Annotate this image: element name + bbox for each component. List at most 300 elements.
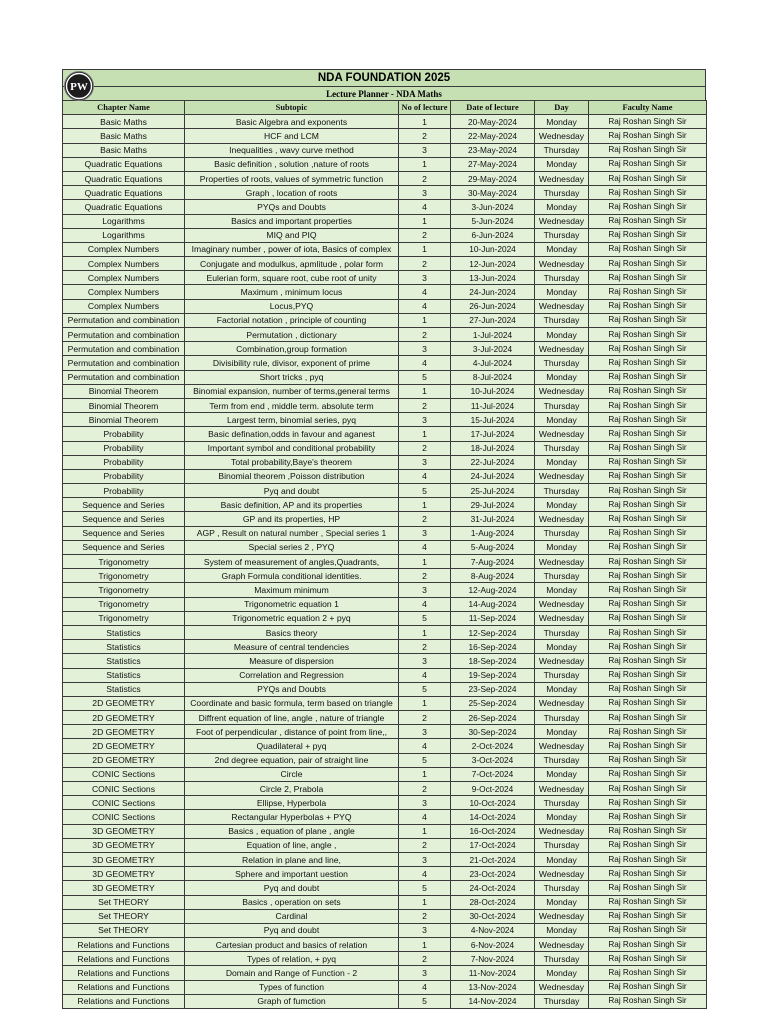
chapter-cell: Set THEORY (63, 895, 185, 909)
lecture-no-cell: 4 (399, 540, 451, 554)
lecture-no-cell: 1 (399, 313, 451, 327)
lecture-no-cell: 2 (399, 228, 451, 242)
chapter-cell: Permutation and combination (63, 313, 185, 327)
subtopic-cell: Circle 2, Prabola (185, 782, 399, 796)
lecture-no-cell: 2 (399, 257, 451, 271)
date-cell: 1-Jul-2024 (451, 328, 535, 342)
day-cell: Thursday (535, 228, 589, 242)
day-cell: Monday (535, 242, 589, 256)
table-row (63, 725, 707, 739)
chapter-cell: Trigonometry (63, 611, 185, 625)
lecture-no-cell: 1 (399, 214, 451, 228)
lecture-no-cell: 3 (399, 725, 451, 739)
table-row (63, 512, 707, 526)
lecture-no-cell: 2 (399, 171, 451, 185)
subtopic-cell: Basic definition, AP and its properties (185, 498, 399, 512)
table-row (63, 909, 707, 923)
table-row (63, 498, 707, 512)
faculty-cell: Raj Roshan Singh Sir (589, 753, 707, 767)
subtopic-cell: Eulerian form, square root, cube root of unity (185, 271, 399, 285)
faculty-cell: Raj Roshan Singh Sir (589, 455, 707, 469)
day-cell: Wednesday (535, 214, 589, 228)
faculty-cell: Raj Roshan Singh Sir (589, 909, 707, 923)
table-row (63, 696, 707, 710)
faculty-cell: Raj Roshan Singh Sir (589, 370, 707, 384)
faculty-cell: Raj Roshan Singh Sir (589, 356, 707, 370)
date-cell: 24-Jun-2024 (451, 285, 535, 299)
faculty-cell: Raj Roshan Singh Sir (589, 796, 707, 810)
subtopic-cell: Total probability,Baye's theorem (185, 455, 399, 469)
day-cell: Monday (535, 923, 589, 937)
subtopic-cell: Basics , operation on sets (185, 895, 399, 909)
chapter-cell: Statistics (63, 640, 185, 654)
table-row (63, 668, 707, 682)
chapter-cell: Trigonometry (63, 555, 185, 569)
date-cell: 17-Jul-2024 (451, 427, 535, 441)
faculty-cell: Raj Roshan Singh Sir (589, 923, 707, 937)
subtopic-cell: Pyq and doubt (185, 484, 399, 498)
faculty-cell: Raj Roshan Singh Sir (589, 186, 707, 200)
chapter-cell: 3D GEOMETRY (63, 838, 185, 852)
table-row (63, 313, 707, 327)
faculty-cell: Raj Roshan Singh Sir (589, 881, 707, 895)
date-cell: 12-Sep-2024 (451, 625, 535, 639)
chapter-cell: Permutation and combination (63, 342, 185, 356)
day-cell: Monday (535, 966, 589, 980)
day-cell: Wednesday (535, 129, 589, 143)
day-cell: Thursday (535, 881, 589, 895)
table-row (63, 186, 707, 200)
subtopic-cell: Rectangular Hyperbolas + PYQ (185, 810, 399, 824)
lecture-no-cell: 4 (399, 810, 451, 824)
faculty-cell: Raj Roshan Singh Sir (589, 838, 707, 852)
lecture-no-cell: 2 (399, 640, 451, 654)
subtopic-cell: AGP , Result on natural number , Special series 1 (185, 526, 399, 540)
day-cell: Monday (535, 583, 589, 597)
faculty-cell: Raj Roshan Singh Sir (589, 668, 707, 682)
day-cell: Thursday (535, 711, 589, 725)
day-cell: Monday (535, 852, 589, 866)
lecture-no-cell: 2 (399, 569, 451, 583)
subtopic-cell: Equation of line, angle , (185, 838, 399, 852)
day-cell: Monday (535, 725, 589, 739)
table-row (63, 711, 707, 725)
date-cell: 15-Jul-2024 (451, 413, 535, 427)
table-row (63, 469, 707, 483)
table-row (63, 980, 707, 994)
subtopic-cell: Domain and Range of Function - 2 (185, 966, 399, 980)
faculty-cell: Raj Roshan Singh Sir (589, 767, 707, 781)
day-cell: Wednesday (535, 171, 589, 185)
table-row (63, 171, 707, 185)
chapter-cell: Probability (63, 455, 185, 469)
lecture-no-cell: 3 (399, 143, 451, 157)
faculty-cell: Raj Roshan Singh Sir (589, 398, 707, 412)
chapter-cell: Permutation and combination (63, 356, 185, 370)
date-cell: 14-Aug-2024 (451, 597, 535, 611)
subtopic-cell: Measure of dispersion (185, 654, 399, 668)
date-cell: 25-Jul-2024 (451, 484, 535, 498)
day-cell: Wednesday (535, 824, 589, 838)
table-row (63, 540, 707, 554)
day-cell: Monday (535, 767, 589, 781)
lecture-no-cell: 3 (399, 654, 451, 668)
faculty-cell: Raj Roshan Singh Sir (589, 285, 707, 299)
day-cell: Monday (535, 413, 589, 427)
chapter-cell: Relations and Functions (63, 980, 185, 994)
day-cell: Thursday (535, 994, 589, 1008)
subtopic-cell: Locus,PYQ (185, 299, 399, 313)
date-cell: 7-Nov-2024 (451, 952, 535, 966)
lecture-no-cell: 4 (399, 469, 451, 483)
subtopic-cell: Factorial notation , principle of counting (185, 313, 399, 327)
date-cell: 7-Aug-2024 (451, 555, 535, 569)
faculty-cell: Raj Roshan Singh Sir (589, 725, 707, 739)
subtopic-cell: Trigonometric equation 2 + pyq (185, 611, 399, 625)
chapter-cell: Sequence and Series (63, 526, 185, 540)
date-cell: 30-Oct-2024 (451, 909, 535, 923)
date-cell: 11-Sep-2024 (451, 611, 535, 625)
day-cell: Wednesday (535, 654, 589, 668)
lecture-no-cell: 3 (399, 186, 451, 200)
date-cell: 5-Aug-2024 (451, 540, 535, 554)
table-row (63, 625, 707, 639)
lecture-no-cell: 1 (399, 427, 451, 441)
table-row (63, 640, 707, 654)
chapter-cell: 2D GEOMETRY (63, 711, 185, 725)
table-row (63, 569, 707, 583)
date-cell: 16-Sep-2024 (451, 640, 535, 654)
date-cell: 28-Oct-2024 (451, 895, 535, 909)
date-cell: 16-Oct-2024 (451, 824, 535, 838)
table-row (63, 157, 707, 171)
faculty-cell: Raj Roshan Singh Sir (589, 952, 707, 966)
subtopic-cell: HCF and LCM (185, 129, 399, 143)
day-cell: Monday (535, 895, 589, 909)
lecture-no-cell: 5 (399, 994, 451, 1008)
date-cell: 11-Nov-2024 (451, 966, 535, 980)
faculty-cell: Raj Roshan Singh Sir (589, 654, 707, 668)
subtopic-cell: MIQ and PIQ (185, 228, 399, 242)
lecture-no-cell: 1 (399, 696, 451, 710)
table-row (63, 555, 707, 569)
chapter-cell: Set THEORY (63, 923, 185, 937)
day-cell: Wednesday (535, 597, 589, 611)
date-cell: 10-Jun-2024 (451, 242, 535, 256)
lecture-no-cell: 3 (399, 455, 451, 469)
subtopic-cell: Imaginary number , power of iota, Basics of complex (185, 242, 399, 256)
chapter-cell: Binomial Theorem (63, 398, 185, 412)
table-row (63, 654, 707, 668)
table-row (63, 852, 707, 866)
faculty-cell: Raj Roshan Singh Sir (589, 867, 707, 881)
subtopic-cell: 2nd degree equation, pair of straight line (185, 753, 399, 767)
lecture-no-cell: 5 (399, 753, 451, 767)
day-cell: Monday (535, 682, 589, 696)
faculty-cell: Raj Roshan Singh Sir (589, 441, 707, 455)
subtopic-cell: Graph of fumction (185, 994, 399, 1008)
date-cell: 13-Nov-2024 (451, 980, 535, 994)
chapter-cell: Relations and Functions (63, 994, 185, 1008)
lecture-no-cell: 1 (399, 555, 451, 569)
table-row (63, 810, 707, 824)
chapter-cell: 2D GEOMETRY (63, 753, 185, 767)
table-row (63, 767, 707, 781)
date-cell: 7-Oct-2024 (451, 767, 535, 781)
table-row (63, 342, 707, 356)
table-row (63, 938, 707, 952)
subtopic-cell: Trigonometric equation 1 (185, 597, 399, 611)
faculty-cell: Raj Roshan Singh Sir (589, 228, 707, 242)
day-cell: Thursday (535, 484, 589, 498)
date-cell: 10-Jul-2024 (451, 384, 535, 398)
faculty-cell: Raj Roshan Singh Sir (589, 895, 707, 909)
lecture-no-cell: 4 (399, 285, 451, 299)
table-row (63, 129, 707, 143)
day-cell: Monday (535, 328, 589, 342)
date-cell: 6-Jun-2024 (451, 228, 535, 242)
pw-logo (64, 71, 94, 101)
table-row (63, 455, 707, 469)
day-cell: Wednesday (535, 867, 589, 881)
chapter-cell: Complex Numbers (63, 285, 185, 299)
lecture-no-cell: 3 (399, 923, 451, 937)
date-cell: 8-Jul-2024 (451, 370, 535, 384)
date-cell: 3-Oct-2024 (451, 753, 535, 767)
lecture-no-cell: 4 (399, 668, 451, 682)
lecture-no-cell: 5 (399, 682, 451, 696)
day-cell: Thursday (535, 668, 589, 682)
date-cell: 26-Sep-2024 (451, 711, 535, 725)
table-row (63, 526, 707, 540)
chapter-cell: Relations and Functions (63, 966, 185, 980)
table-row (63, 328, 707, 342)
chapter-cell: 2D GEOMETRY (63, 725, 185, 739)
table-row (63, 441, 707, 455)
chapter-cell: Sequence and Series (63, 512, 185, 526)
chapter-cell: Complex Numbers (63, 299, 185, 313)
subtopic-cell: PYQs and Doubts (185, 682, 399, 696)
chapter-cell: 3D GEOMETRY (63, 852, 185, 866)
date-cell: 18-Sep-2024 (451, 654, 535, 668)
date-cell: 14-Nov-2024 (451, 994, 535, 1008)
chapter-cell: Basic Maths (63, 115, 185, 129)
day-cell: Wednesday (535, 696, 589, 710)
date-cell: 10-Oct-2024 (451, 796, 535, 810)
chapter-cell: Binomial Theorem (63, 384, 185, 398)
subtopic-cell: Basic definition , solution ,nature of roots (185, 157, 399, 171)
date-cell: 21-Oct-2024 (451, 852, 535, 866)
table-row (63, 952, 707, 966)
faculty-cell: Raj Roshan Singh Sir (589, 313, 707, 327)
chapter-cell: Probability (63, 441, 185, 455)
date-cell: 4-Jul-2024 (451, 356, 535, 370)
lecture-no-cell: 3 (399, 583, 451, 597)
table-row (63, 682, 707, 696)
chapter-cell: 3D GEOMETRY (63, 881, 185, 895)
chapter-cell: 2D GEOMETRY (63, 739, 185, 753)
lecture-no-cell: 2 (399, 782, 451, 796)
subtopic-cell: Divisibility rule, divisor, exponent of prime (185, 356, 399, 370)
chapter-cell: Statistics (63, 682, 185, 696)
lecture-no-cell: 2 (399, 441, 451, 455)
date-cell: 3-Jul-2024 (451, 342, 535, 356)
faculty-cell: Raj Roshan Singh Sir (589, 994, 707, 1008)
table-row (63, 200, 707, 214)
subtopic-cell: Types of relation, + pyq (185, 952, 399, 966)
day-cell: Thursday (535, 186, 589, 200)
lecture-no-cell: 2 (399, 398, 451, 412)
chapter-cell: Quadratic Equations (63, 171, 185, 185)
faculty-cell: Raj Roshan Singh Sir (589, 852, 707, 866)
chapter-cell: Statistics (63, 654, 185, 668)
subtopic-cell: Circle (185, 767, 399, 781)
lecture-no-cell: 2 (399, 512, 451, 526)
chapter-cell: Sequence and Series (63, 540, 185, 554)
faculty-cell: Raj Roshan Singh Sir (589, 271, 707, 285)
day-cell: Thursday (535, 313, 589, 327)
faculty-cell: Raj Roshan Singh Sir (589, 512, 707, 526)
day-cell: Thursday (535, 143, 589, 157)
col-header-date: Date of lecture (451, 101, 535, 115)
table-row (63, 228, 707, 242)
date-cell: 24-Jul-2024 (451, 469, 535, 483)
lecture-no-cell: 2 (399, 909, 451, 923)
chapter-cell: 2D GEOMETRY (63, 696, 185, 710)
day-cell: Wednesday (535, 469, 589, 483)
day-cell: Wednesday (535, 512, 589, 526)
date-cell: 5-Jun-2024 (451, 214, 535, 228)
lecture-no-cell: 1 (399, 384, 451, 398)
table-row (63, 413, 707, 427)
logo-lettering: PW (70, 81, 88, 93)
faculty-cell: Raj Roshan Singh Sir (589, 938, 707, 952)
faculty-cell: Raj Roshan Singh Sir (589, 526, 707, 540)
subtopic-cell: Cartesian product and basics of relation (185, 938, 399, 952)
table-row (63, 597, 707, 611)
day-cell: Wednesday (535, 555, 589, 569)
date-cell: 18-Jul-2024 (451, 441, 535, 455)
table-row (63, 257, 707, 271)
subtopic-cell: Basic Algebra and exponents (185, 115, 399, 129)
lecture-no-cell: 4 (399, 200, 451, 214)
chapter-cell: Quadratic Equations (63, 200, 185, 214)
table-row (63, 115, 707, 129)
date-cell: 1-Aug-2024 (451, 526, 535, 540)
subtopic-cell: Diffrent equation of line, angle , nature of triangle (185, 711, 399, 725)
faculty-cell: Raj Roshan Singh Sir (589, 597, 707, 611)
subtopic-cell: Largest term, binomial series, pyq (185, 413, 399, 427)
chapter-cell: Complex Numbers (63, 257, 185, 271)
chapter-cell: Complex Numbers (63, 242, 185, 256)
table-row (63, 242, 707, 256)
subtopic-cell: Combination,group formation (185, 342, 399, 356)
chapter-cell: Quadratic Equations (63, 157, 185, 171)
date-cell: 27-Jun-2024 (451, 313, 535, 327)
faculty-cell: Raj Roshan Singh Sir (589, 384, 707, 398)
date-cell: 25-Sep-2024 (451, 696, 535, 710)
table-row (63, 753, 707, 767)
chapter-cell: Basic Maths (63, 143, 185, 157)
subtopic-cell: Foot of perpendicular , distance of point from line,, (185, 725, 399, 739)
lecture-no-cell: 4 (399, 299, 451, 313)
day-cell: Monday (535, 455, 589, 469)
subtopic-cell: GP and its properties, HP (185, 512, 399, 526)
table-row (63, 271, 707, 285)
chapter-cell: Probability (63, 427, 185, 441)
lecture-no-cell: 1 (399, 498, 451, 512)
chapter-cell: Probability (63, 484, 185, 498)
day-cell: Monday (535, 810, 589, 824)
lecture-no-cell: 4 (399, 867, 451, 881)
table-row (63, 824, 707, 838)
chapter-cell: Trigonometry (63, 583, 185, 597)
subtopic-cell: Correlation and Regression (185, 668, 399, 682)
table-row (63, 923, 707, 937)
chapter-cell: Permutation and combination (63, 370, 185, 384)
faculty-cell: Raj Roshan Singh Sir (589, 810, 707, 824)
table-row (63, 398, 707, 412)
date-cell: 13-Jun-2024 (451, 271, 535, 285)
date-cell: 3-Jun-2024 (451, 200, 535, 214)
date-cell: 30-May-2024 (451, 186, 535, 200)
date-cell: 23-May-2024 (451, 143, 535, 157)
subtopic-cell: Binomial expansion, number of terms,general terms (185, 384, 399, 398)
chapter-cell: Logarithms (63, 214, 185, 228)
chapter-cell: Relations and Functions (63, 952, 185, 966)
lecture-no-cell: 2 (399, 328, 451, 342)
lecture-no-cell: 1 (399, 625, 451, 639)
table-row (63, 867, 707, 881)
lecture-table (62, 100, 707, 1009)
subtopic-cell: Basics theory (185, 625, 399, 639)
date-cell: 20-May-2024 (451, 115, 535, 129)
lecture-no-cell: 5 (399, 370, 451, 384)
chapter-cell: Statistics (63, 625, 185, 639)
subtopic-cell: Term from end , middle term. absolute term (185, 398, 399, 412)
table-row (63, 782, 707, 796)
faculty-cell: Raj Roshan Singh Sir (589, 484, 707, 498)
lecture-no-cell: 2 (399, 838, 451, 852)
subtopic-cell: Conjugate and modulkus, apmlitude , polar form (185, 257, 399, 271)
subtopic-cell: Maximum , minimum locus (185, 285, 399, 299)
faculty-cell: Raj Roshan Singh Sir (589, 299, 707, 313)
date-cell: 22-May-2024 (451, 129, 535, 143)
chapter-cell: Trigonometry (63, 569, 185, 583)
chapter-cell: Binomial Theorem (63, 413, 185, 427)
table-row (63, 838, 707, 852)
date-cell: 27-May-2024 (451, 157, 535, 171)
faculty-cell: Raj Roshan Singh Sir (589, 625, 707, 639)
table-row (63, 370, 707, 384)
date-cell: 4-Nov-2024 (451, 923, 535, 937)
faculty-cell: Raj Roshan Singh Sir (589, 739, 707, 753)
lecture-no-cell: 3 (399, 342, 451, 356)
table-row (63, 796, 707, 810)
date-cell: 8-Aug-2024 (451, 569, 535, 583)
day-cell: Wednesday (535, 611, 589, 625)
page-title: NDA FOUNDATION 2025 (317, 72, 451, 84)
chapter-cell: CONIC Sections (63, 810, 185, 824)
lecture-no-cell: 3 (399, 413, 451, 427)
day-cell: Wednesday (535, 909, 589, 923)
faculty-cell: Raj Roshan Singh Sir (589, 569, 707, 583)
subtopic-cell: Relation in plane and line, (185, 852, 399, 866)
lecture-no-cell: 3 (399, 526, 451, 540)
subtopic-cell: Pyq and doubt (185, 923, 399, 937)
subtopic-cell: Graph , location of roots (185, 186, 399, 200)
lecture-no-cell: 2 (399, 711, 451, 725)
